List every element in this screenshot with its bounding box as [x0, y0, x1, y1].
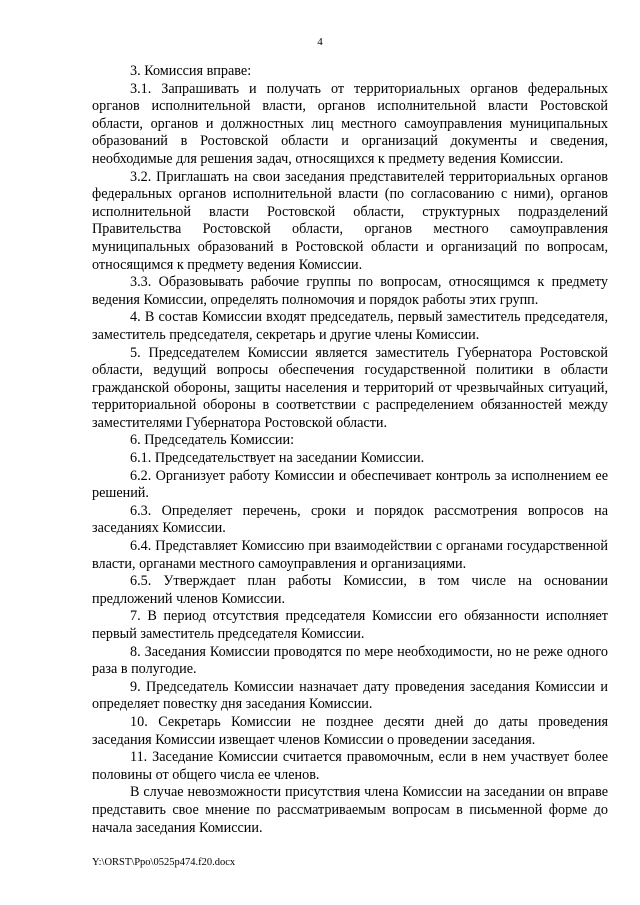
paragraph-7: 7. В период отсутствия председателя Комиссии его обязанности исполняет первый заместитель председателя Комиссии.	[92, 608, 608, 642]
paragraph-6-3: 6.3. Определяет перечень, сроки и порядок рассмотрения вопросов на заседаниях Комиссии.	[92, 502, 608, 537]
paragraph-6-4: 6.4. Представляет Комиссию при взаимодействии с органами государственной власти, органами местного самоуправления и организациями.	[92, 538, 608, 572]
paragraph-6: 6. Председатель Комиссии:	[130, 432, 295, 449]
paragraph-10: 10. Секретарь Комиссии не позднее десяти дней до даты проведения заседания Комиссии извещает членов Комиссии о проведении заседания.	[92, 713, 608, 748]
paragraph-11: 11. Заседание Комиссии считается правомочным, если в нем участвует более половины от общего числа ее членов.	[92, 749, 608, 783]
paragraph-3-1: 3.1. Запрашивать и получать от территориальных органов федеральных органов исполнительной власти, органов исполнительной власти Ростовской области, органов и должностных лиц местного самоуправления муниципальных образований в Ростовской области и организаций документы и сведения, необходимые для решения задач, относящихся к предмету ведения Комиссии.	[92, 80, 608, 167]
paragraph-6-2: 6.2. Организует работу Комиссии и обеспечивает контроль за исполнением ее решений.	[92, 467, 608, 502]
paragraph-3: 3. Комиссия вправе:	[130, 63, 252, 79]
document-body	[92, 63, 608, 837]
paragraph-5: 5. Председателем Комиссии является заместитель Губернатора Ростовской области, ведущий вопросы обеспечения государственной политики в области гражданской обороны, защиты населения и территорий от чрезвычайных ситуаций, территориальной обороны в соответствии с распределением обязанностей между заместителями Губернатора Ростовской области.	[92, 344, 608, 431]
paragraph-3-2: 3.2. Приглашать на свои заседания представителей территориальных органов федеральных органов исполнительной власти (по согласованию с ними), органов исполнительной власти Ростовской области, структурных подразделений Правительства Ростовской области, органов местного самоуправления муниципальных образований в Ростовской области и организаций по вопросам, относящимся к предмету ведения Комиссии.	[92, 168, 608, 273]
paragraph-8: 8. Заседания Комиссии проводятся по мере необходимости, но не реже одного раза в полугодие.	[92, 643, 608, 678]
paragraph-6-1: 6.1. Председательствует на заседании Комиссии.	[130, 450, 425, 467]
paragraph-6-5: 6.5. Утверждает план работы Комиссии, в том числе на основании предложений членов Комиссии.	[92, 573, 608, 607]
paragraph-3-3: 3.3. Образовывать рабочие группы по вопросам, относящимся к предмету ведения Комиссии, определять полномочия и порядок работы этих групп.	[92, 274, 608, 308]
paragraph-9: 9. Председатель Комиссии назначает дату проведения заседания Комиссии и определяет повестку дня заседания Комиссии.	[92, 678, 608, 713]
page-number: 4	[317, 36, 323, 48]
paragraph-4: 4. В состав Комиссии входят председатель, первый заместитель председателя, заместитель председателя, секретарь и другие члены Комиссии.	[92, 309, 608, 343]
paragraph-11-note: В случае невозможности присутствия члена Комиссии на заседании он вправе представить свое мнение по рассматриваемым вопросам в письменной форме до начала заседания Комиссии.	[92, 784, 608, 836]
file-path-footer: Y:\ORST\Ppo\0525p474.f20.docx	[92, 857, 236, 868]
